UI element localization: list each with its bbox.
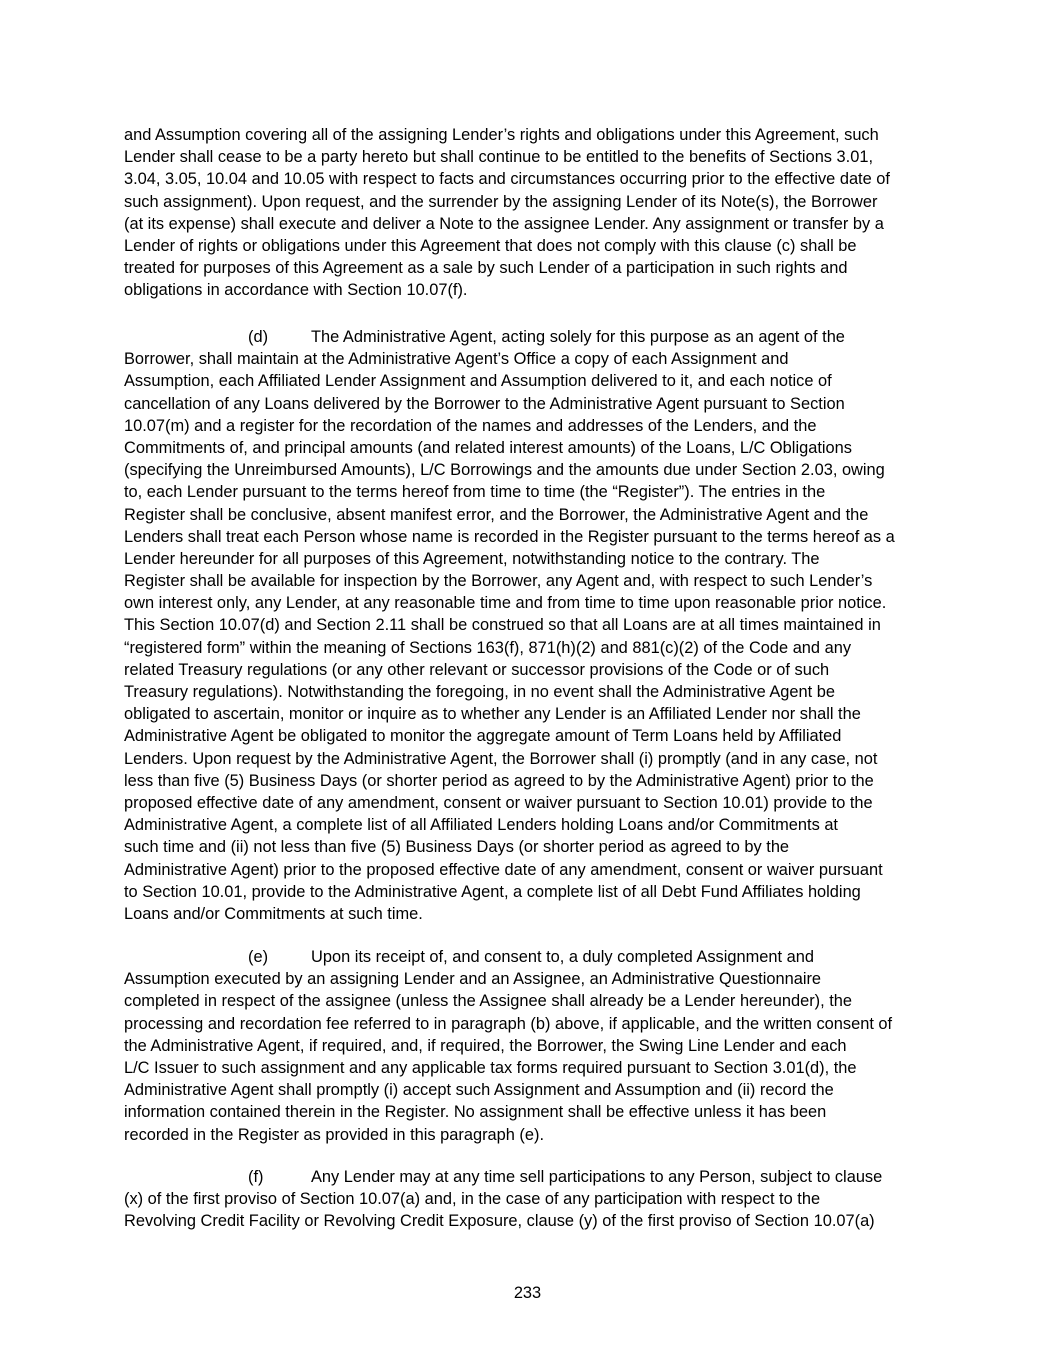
- paragraph-line: to Section 10.01, provide to the Administrative Agent, a complete list of all Debt Fund Affiliates holding: [124, 882, 861, 901]
- paragraph-line: Assumption executed by an assigning Lender and an Assignee, an Administrative Questionnaire: [124, 970, 822, 989]
- paragraph-line: Commitments of, and principal amounts (and related interest amounts) of the Loans, L/C Obligations: [124, 438, 852, 457]
- paragraph-first-line: [124, 1166, 934, 1188]
- paragraph-line: related Treasury regulations (or any other relevant or successor provisions of the Code or of such: [124, 660, 830, 679]
- paragraph-line: Lenders shall treat each Person whose name is recorded in the Register pursuant to the terms hereof as a: [124, 527, 895, 546]
- paragraph-line: Upon its receipt of, and consent to, a duly completed Assignment and: [311, 948, 814, 966]
- paragraph-line: Treasury regulations). Notwithstanding the foregoing, in no event shall the Administrative Agent be: [124, 683, 835, 701]
- paragraph-line: L/C Issuer to such assignment and any applicable tax forms required pursuant to Section 3.01(d), the: [124, 1058, 857, 1077]
- paragraph-line: Administrative Agent shall promptly (i) accept such Assignment and Assumption and (ii) record the: [124, 1081, 834, 1100]
- paragraph-line: to, each Lender pursuant to the terms hereof from time to time (the “Register”). The entries in the: [124, 483, 826, 502]
- page-number: 233: [513, 1284, 542, 1302]
- paragraph-line: such time and (ii) not less than five (5) Business Days (or shorter period as agreed to by the: [124, 838, 790, 857]
- paragraph-line: completed in respect of the assignee (unless the Assignee shall already be a Lender hereunder), the: [124, 992, 853, 1011]
- paragraph-line: proposed effective date of any amendment, consent or waiver pursuant to Section 10.01) provide to the: [124, 793, 873, 812]
- paragraph-e: [124, 946, 934, 1146]
- paragraph-first-line: [124, 326, 934, 348]
- paragraph-line: This Section 10.07(d) and Section 2.11 shall be construed so that all Loans are at all times maintained in: [124, 616, 881, 635]
- paragraph-line: Loans and/or Commitments at such time.: [124, 904, 423, 923]
- paragraph-line: “registered form” within the meaning of Sections 163(f), 871(h)(2) and 881(c)(2) of the Code and any: [124, 638, 852, 657]
- paragraph-line: Administrative Agent be obligated to monitor the aggregate amount of Term Loans held by Affiliated: [124, 727, 842, 746]
- paragraph-line: the Administrative Agent, if required, and, if required, the Borrower, the Swing Line Lender and each: [124, 1036, 847, 1055]
- paragraph-line: (x) of the first proviso of Section 10.07(a) and, in the case of any participation with respect to the: [124, 1190, 821, 1209]
- paragraph-line: Lender shall cease to be a party hereto but shall continue to be entitled to the benefits of Sections 3.01,: [124, 148, 874, 167]
- paragraph-line: (specifying the Unreimbursed Amounts), L/C Borrowings and the amounts due under Section 2.03, owing: [124, 461, 885, 480]
- paragraph-line: Register shall be conclusive, absent manifest error, and the Borrower, the Administrative Agent and the: [124, 505, 869, 524]
- paragraph-line: Revolving Credit Facility or Revolving Credit Exposure, clause (y) of the first proviso of Section 10.07(a): [124, 1212, 875, 1231]
- paragraph-line: 10.07(m) and a register for the recordation of the names and addresses of the Lenders, and the: [124, 416, 817, 435]
- paragraph-line: information contained therein in the Register. No assignment shall be effective unless it has been: [124, 1103, 827, 1122]
- paragraph-line: Borrower, shall maintain at the Administrative Agent’s Office a copy of each Assignment and: [124, 350, 789, 369]
- paragraph-line: Register shall be available for inspection by the Borrower, any Agent and, with respect to such Lender’s: [124, 572, 873, 591]
- clause-label-e: (e): [248, 948, 269, 966]
- clause-label-d: (d): [248, 328, 269, 346]
- paragraph-line: obligated to ascertain, monitor or inquire as to whether any Lender is an Affiliated Lender nor shall the: [124, 705, 861, 724]
- paragraph-line: Lender of rights or obligations under this Agreement that does not comply with this clause (c) shall be: [124, 236, 857, 255]
- paragraph-line: Administrative Agent, a complete list of all Affiliated Lenders holding Loans and/or Commitments at: [124, 816, 838, 835]
- clause-label-f: (f): [248, 1168, 264, 1186]
- paragraph-line: recorded in the Register as provided in this paragraph (e).: [124, 1125, 545, 1144]
- paragraph-line: Assumption, each Affiliated Lender Assignment and Assumption delivered to it, and each notice of: [124, 372, 832, 391]
- paragraph-line: own interest only, any Lender, at any reasonable time and from time to time upon reasonable prior notice.: [124, 594, 887, 613]
- paragraph-line: obligations in accordance with Section 10.07(f).: [124, 281, 468, 300]
- paragraph-line: less than five (5) Business Days (or shorter period as agreed to by the Administrative Agent) prior to the: [124, 771, 874, 790]
- paragraph-line: Lenders. Upon request by the Administrative Agent, the Borrower shall (i) promptly (and in any case, not: [124, 749, 878, 768]
- paragraph-line: cancellation of any Loans delivered by the Borrower to the Administrative Agent pursuant to Section: [124, 394, 845, 413]
- paragraph-line: treated for purposes of this Agreement as a sale by such Lender of a participation in such rights and: [124, 259, 848, 278]
- paragraph-first-line: [124, 946, 934, 968]
- paragraph-line: such assignment). Upon request, and the surrender by the assigning Lender of its Note(s), the Borrower: [124, 192, 878, 211]
- paragraph-line: (at its expense) shall execute and deliver a Note to the assignee Lender. Any assignment or transfer by a: [124, 214, 884, 233]
- paragraph-f: [124, 1166, 934, 1233]
- paragraph-line: processing and recordation fee referred to in paragraph (b) above, if applicable, and the written consent of: [124, 1014, 893, 1033]
- paragraph-line: Any Lender may at any time sell participations to any Person, subject to clause: [311, 1168, 883, 1186]
- paragraph-line: Lender hereunder for all purposes of this Agreement, notwithstanding notice to the contrary. The: [124, 549, 820, 568]
- paragraph-line: Administrative Agent) prior to the proposed effective date of any amendment, consent or waiver pursuant: [124, 860, 883, 879]
- paragraph-c: [124, 124, 934, 302]
- paragraph-line: The Administrative Agent, acting solely for this purpose as an agent of the: [311, 328, 845, 346]
- paragraph-d: [124, 326, 934, 925]
- paragraph-line: and Assumption covering all of the assigning Lender’s rights and obligations under this Agreement, such: [124, 126, 879, 144]
- paragraph-line: 3.04, 3.05, 10.04 and 10.05 with respect to facts and circumstances occurring prior to the effective date of: [124, 170, 890, 189]
